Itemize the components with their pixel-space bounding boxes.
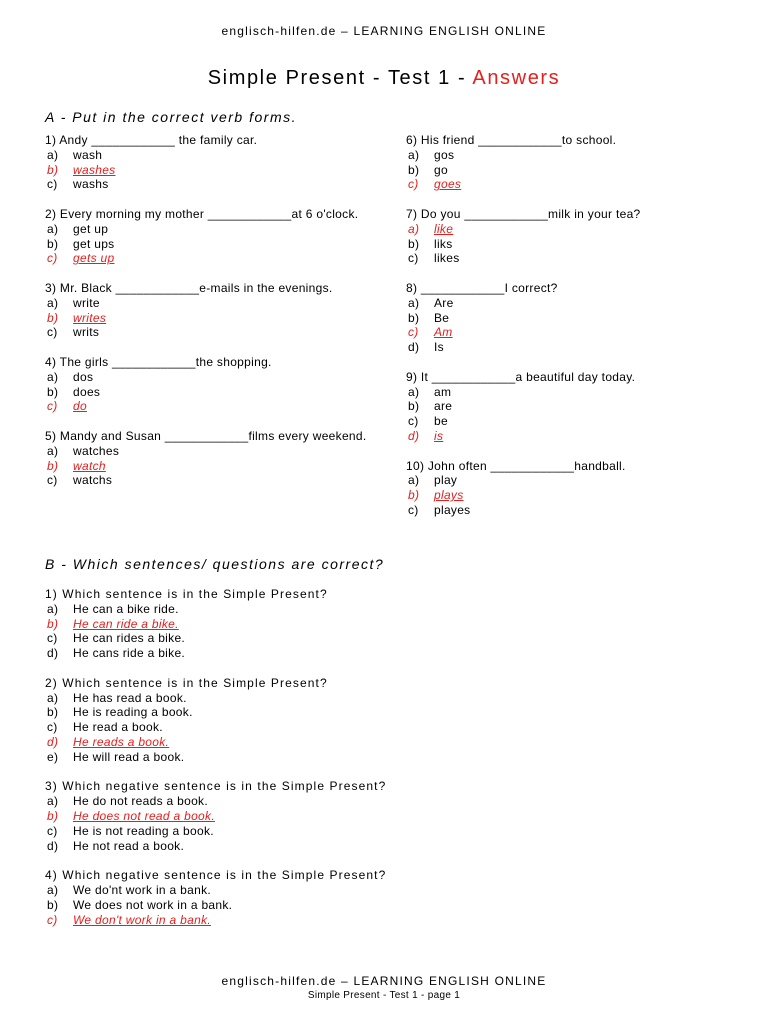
- answer-option: [45, 750, 685, 765]
- option-letter: b): [47, 384, 59, 399]
- answer-option: [45, 646, 685, 661]
- question: [45, 133, 375, 192]
- option-text: He can ride a bike.: [73, 616, 179, 631]
- option-text: are: [434, 399, 453, 414]
- option-text: plays: [434, 488, 464, 503]
- option-text: He has read a book.: [73, 690, 187, 705]
- answer-option: [406, 296, 706, 311]
- question-text: 7) Do you ____________milk in your tea?: [406, 206, 641, 221]
- answer-option: [45, 824, 685, 839]
- option-letter: c): [47, 177, 58, 192]
- option-text: He is not reading a book.: [73, 823, 214, 838]
- section-a-left-column: [45, 133, 375, 503]
- option-letter: c): [47, 823, 58, 838]
- answer-option: [45, 631, 685, 646]
- option-letter: d): [47, 734, 59, 749]
- option-letter: a): [47, 601, 59, 616]
- answer-option-correct: [45, 809, 685, 824]
- page-header: englisch-hilfen.de – LEARNING ENGLISH ONLINE: [221, 24, 547, 38]
- option-letter: d): [47, 838, 59, 853]
- answer-option: [406, 399, 706, 414]
- option-text: He read a book.: [73, 720, 163, 735]
- option-text: He can a bike ride.: [73, 601, 179, 616]
- answer-option: [45, 883, 685, 898]
- answer-option: [406, 251, 706, 266]
- answer-option-correct: [45, 617, 685, 632]
- option-letter: c): [408, 251, 419, 266]
- option-letter: b): [408, 236, 420, 251]
- option-text: watchs: [73, 473, 113, 488]
- option-letter: a): [47, 882, 59, 897]
- answer-option: [45, 325, 375, 340]
- answer-option-correct: [406, 222, 706, 237]
- option-text: go: [434, 162, 448, 177]
- answer-option: [45, 705, 685, 720]
- option-text: Is: [434, 340, 444, 355]
- answer-option: [45, 898, 685, 913]
- answer-option: [406, 163, 706, 178]
- answer-option: [45, 370, 375, 385]
- answer-option-correct: [45, 311, 375, 326]
- answer-option: [45, 602, 685, 617]
- question: [406, 133, 706, 192]
- option-text: watch: [73, 458, 106, 473]
- answer-option: [45, 839, 685, 854]
- option-text: He will read a book.: [73, 749, 185, 764]
- question-text: 10) John often ____________handball.: [406, 458, 626, 473]
- option-letter: a): [47, 794, 59, 809]
- option-letter: c): [47, 720, 58, 735]
- answer-option-correct: [406, 325, 706, 340]
- answer-option: [406, 311, 706, 326]
- answer-option: [45, 691, 685, 706]
- option-text: washes: [73, 162, 116, 177]
- option-text: dos: [73, 369, 94, 384]
- option-text: wash: [73, 147, 103, 162]
- question-text: 5) Mandy and Susan ____________films every weekend.: [45, 428, 367, 443]
- page-footer: [0, 974, 768, 1003]
- option-letter: d): [408, 340, 420, 355]
- question-text: 2) Which sentence is in the Simple Present?: [45, 675, 328, 690]
- option-text: washs: [73, 177, 109, 192]
- question: [406, 207, 706, 266]
- option-letter: b): [408, 488, 420, 503]
- option-letter: c): [47, 912, 58, 927]
- question: [45, 868, 685, 927]
- question-text: 3) Mr. Black ____________e-mails in the evenings.: [45, 280, 333, 295]
- answer-option-correct: [406, 177, 706, 192]
- answer-option-correct: [45, 163, 375, 178]
- answer-option-correct: [45, 913, 685, 928]
- option-text: Am: [434, 325, 453, 340]
- question-text: 4) The girls ____________the shopping.: [45, 354, 272, 369]
- option-text: gos: [434, 147, 455, 162]
- option-letter: a): [47, 690, 59, 705]
- option-letter: b): [47, 705, 59, 720]
- answer-option-correct: [45, 399, 375, 414]
- option-letter: b): [408, 310, 420, 325]
- option-letter: b): [47, 162, 59, 177]
- section-b-heading: B - Which sentences/ questions are correct?: [45, 556, 385, 572]
- option-letter: c): [408, 414, 419, 429]
- question: [406, 459, 706, 518]
- question: [45, 355, 375, 414]
- option-letter: a): [47, 369, 59, 384]
- option-letter: d): [408, 428, 420, 443]
- question: [45, 207, 375, 266]
- question: [45, 429, 375, 488]
- option-text: does: [73, 384, 101, 399]
- option-text: Be: [434, 310, 450, 325]
- answer-option: [406, 340, 706, 355]
- option-letter: e): [47, 749, 59, 764]
- question-text: 6) His friend ____________to school.: [406, 133, 617, 147]
- option-letter: a): [408, 384, 420, 399]
- option-letter: d): [47, 646, 59, 661]
- option-letter: c): [408, 177, 419, 192]
- option-text: Are: [434, 295, 454, 310]
- option-text: likes: [434, 251, 460, 266]
- option-letter: b): [47, 897, 59, 912]
- section-a-right-column: [406, 133, 706, 533]
- title-accent: Answers: [472, 67, 561, 89]
- option-letter: b): [408, 162, 420, 177]
- answer-option: [406, 148, 706, 163]
- answer-option: [45, 222, 375, 237]
- option-letter: a): [408, 147, 420, 162]
- question: [45, 676, 685, 765]
- option-text: is: [434, 428, 444, 443]
- option-text: playes: [434, 502, 471, 517]
- option-text: He cans ride a bike.: [73, 646, 186, 661]
- option-letter: b): [408, 399, 420, 414]
- option-letter: c): [47, 399, 58, 414]
- option-letter: b): [47, 808, 59, 823]
- answer-option: [406, 385, 706, 400]
- option-letter: c): [47, 631, 58, 646]
- option-letter: b): [47, 310, 59, 325]
- option-letter: c): [47, 473, 58, 488]
- option-text: write: [73, 295, 100, 310]
- option-text: be: [434, 414, 448, 429]
- option-text: like: [434, 221, 454, 236]
- option-text: get up: [73, 221, 109, 236]
- section-b-questions: [45, 587, 685, 942]
- option-text: liks: [434, 236, 453, 251]
- option-text: He can rides a bike.: [73, 631, 186, 646]
- section-a-heading: A - Put in the correct verb forms.: [45, 109, 297, 125]
- option-letter: a): [408, 221, 420, 236]
- footer-page: Simple Present - Test 1 - page 1: [307, 990, 461, 1001]
- page-title: [0, 67, 768, 90]
- answer-option: [45, 385, 375, 400]
- answer-option: [406, 414, 706, 429]
- option-text: He does not read a book.: [73, 808, 215, 823]
- option-text: We don't work in a bank.: [73, 912, 212, 927]
- question-text: 1) Andy ____________ the family car.: [45, 133, 258, 147]
- option-letter: a): [408, 473, 420, 488]
- option-text: He not read a book.: [73, 838, 185, 853]
- question-text: 2) Every morning my mother ____________at 6 o'clock.: [45, 206, 359, 221]
- option-text: writes: [73, 310, 107, 325]
- answer-option-correct: [406, 429, 706, 444]
- option-letter: b): [47, 458, 59, 473]
- option-text: gets up: [73, 251, 115, 266]
- answer-option: [45, 296, 375, 311]
- title-main: Simple Present - Test 1 -: [207, 67, 473, 89]
- option-letter: a): [47, 147, 59, 162]
- option-letter: a): [47, 295, 59, 310]
- answer-option-correct: [406, 488, 706, 503]
- option-text: We does not work in a bank.: [73, 897, 233, 912]
- option-text: He do not reads a book.: [73, 794, 208, 809]
- answer-option: [45, 473, 375, 488]
- question-text: 1) Which sentence is in the Simple Present?: [45, 587, 328, 601]
- option-text: We do'nt work in a bank.: [73, 882, 212, 897]
- answer-option: [45, 794, 685, 809]
- answer-option: [406, 473, 706, 488]
- option-letter: c): [408, 502, 419, 517]
- question-text: 4) Which negative sentence is in the Simple Present?: [45, 868, 387, 883]
- answer-option: [45, 720, 685, 735]
- option-text: do: [73, 399, 87, 414]
- option-letter: c): [408, 325, 419, 340]
- answer-option-correct: [45, 251, 375, 266]
- option-letter: a): [47, 443, 59, 458]
- option-letter: a): [408, 295, 420, 310]
- option-letter: c): [47, 325, 58, 340]
- answer-option: [45, 148, 375, 163]
- answer-option-correct: [45, 735, 685, 750]
- option-text: He is reading a book.: [73, 705, 193, 720]
- option-text: get ups: [73, 236, 115, 251]
- question: [406, 370, 706, 444]
- option-letter: b): [47, 616, 59, 631]
- question-text: 9) It ____________a beautiful day today.: [406, 369, 636, 384]
- option-text: writs: [73, 325, 100, 340]
- option-text: play: [434, 473, 458, 488]
- option-letter: b): [47, 236, 59, 251]
- question: [406, 281, 706, 355]
- option-text: goes: [434, 177, 462, 192]
- option-letter: c): [47, 251, 58, 266]
- question-text: 8) ____________I correct?: [406, 280, 558, 295]
- question: [45, 587, 685, 661]
- answer-option-correct: [45, 459, 375, 474]
- option-text: watches: [73, 443, 120, 458]
- option-letter: a): [47, 221, 59, 236]
- answer-option: [45, 444, 375, 459]
- question: [45, 281, 375, 340]
- answer-option: [45, 237, 375, 252]
- question-text: 3) Which negative sentence is in the Simple Present?: [45, 779, 387, 794]
- option-text: am: [434, 384, 452, 399]
- answer-option: [45, 177, 375, 192]
- footer-site: englisch-hilfen.de – LEARNING ENGLISH ONLINE: [221, 974, 547, 988]
- answer-option: [406, 237, 706, 252]
- option-text: He reads a book.: [73, 734, 170, 749]
- answer-option: [406, 503, 706, 518]
- question: [45, 779, 685, 853]
